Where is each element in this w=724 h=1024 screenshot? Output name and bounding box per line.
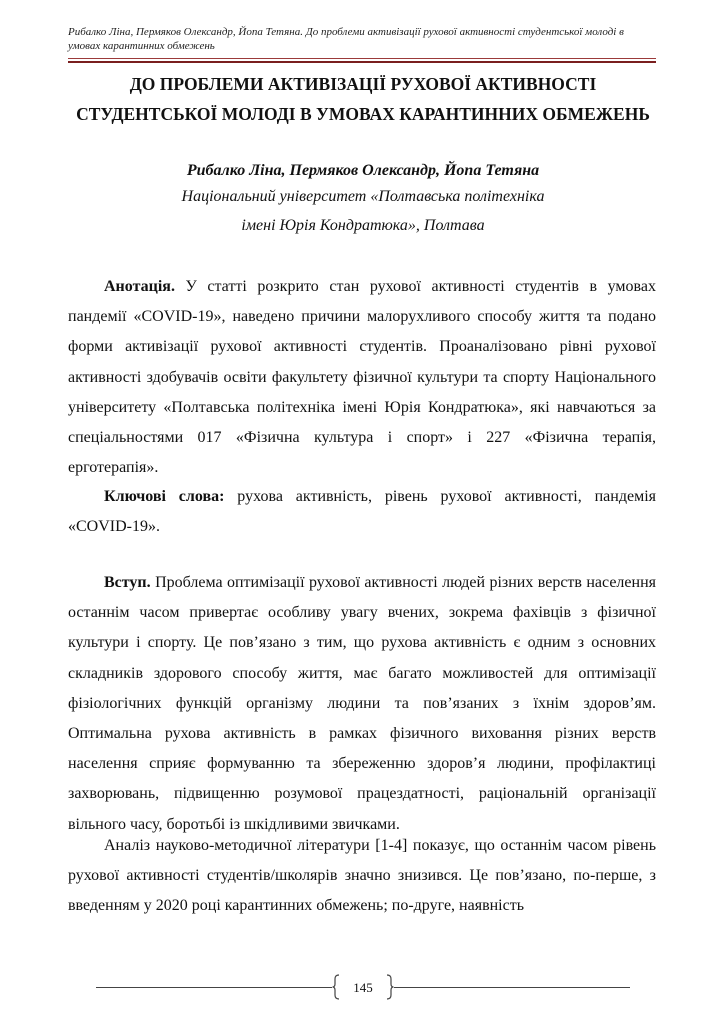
footer-rule-left [96,987,332,988]
keywords-label: Ключові слова: [104,488,225,505]
analysis-paragraph [68,831,656,922]
right-brace-icon [386,974,394,1000]
affiliation-line-2: імені Юрія Кондратюка», Полтава [241,217,485,234]
page-number: 145 [353,980,373,995]
keywords-paragraph [68,482,656,542]
analysis-text: Аналіз науково-методичної літератури [1-4] показує, що останнім часом рівень рухової активності студентів/школярів значно знизився. Це пов’язано, по-перше, з введенням у 2020 році карантинних обмежень; по-друге, наявність [68,837,656,915]
left-brace-icon [332,974,340,1000]
abstract-paragraph [68,272,656,483]
keywords-text: рухова активність, рівень рухової активності, пандемія «COVID-19». [68,488,657,536]
article-title [68,69,658,129]
running-head: Рибалко Ліна, Пермяков Олександр, Йопа Тетяна. До проблеми активізації рухової активності студентської молоді в умовах карантинних обмежень [68,26,624,52]
title-line-2: СТУДЕНТСЬКОЇ МОЛОДІ В УМОВАХ КАРАНТИННИХ ОБМЕЖЕНЬ [76,104,650,124]
title-line-1: ДО ПРОБЛЕМИ АКТИВІЗАЦІЇ РУХОВОЇ АКТИВНОСТІ [129,74,597,94]
authors: Рибалко Ліна, Пермяков Олександр, Йопа Тетяна [186,162,540,179]
abstract-label: Анотація. [104,278,175,295]
intro-label: Вступ. [104,574,151,591]
footer-rule-right [394,987,630,988]
abstract-text: У статті розкрито стан рухової активності студентів в умовах пандемії «COVID-19», наведено причини малорухливого способу життя та подано форми активізації рухової активності студентів. Проаналізовано рівні рухової активності здобувачів освіти факультету фізичної культури та спорту Національного університету «Полтавська політехніка імені Юрія Кондратюка», які навчаються за спеціальностями 017 «Фізична культура і спорт» і 227 «Фізична терапія, ерготерапія». [68,278,656,477]
affiliation-line-1: Національний університет «Полтавська політехніка [181,188,545,205]
intro-text: Проблема оптимізації рухової активності людей різних верств населення останнім часом привертає особливу увагу вчених, зокрема фахівців з фізичної культури і спорту. Це пов’язано з тим, що рухова активність є одним з основних складників здорового способу життя, має багато можливостей для оптимізації фізіологічних функцій організму людини та пов’язаних з їхнім здоров’ям. Оптимальна рухова активність в рамках фізичного виховання різних верств населення сприяє формуванню та збереженню здоров’я людини, профілактиці захворювань, підвищенню розумової працездатності, раціональній організації вільного часу, боротьбі із шкідливими звичками. [68,574,657,833]
intro-paragraph [68,568,656,840]
header-rule-thin [68,58,656,59]
header-rule-thick [68,61,656,63]
